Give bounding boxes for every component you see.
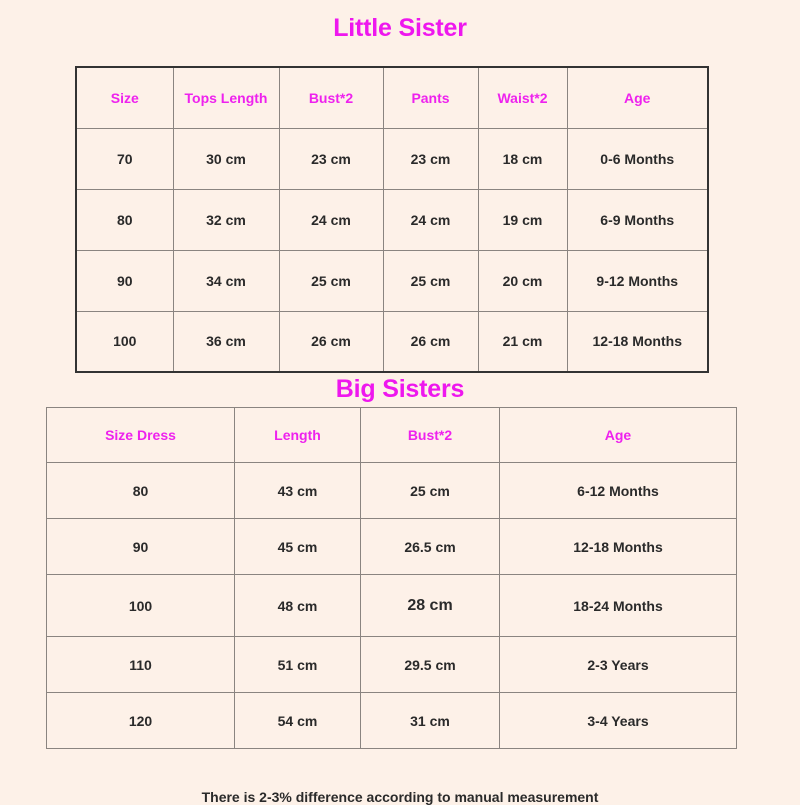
table-cell: 23 cm: [279, 128, 383, 189]
table-cell: 70: [76, 128, 173, 189]
header-cell: Length: [235, 408, 361, 463]
big-sisters-title: Big Sisters: [335, 375, 465, 403]
table-row: [47, 637, 737, 693]
table-cell: 26.5 cm: [361, 519, 500, 575]
table-cell: 110: [47, 637, 235, 693]
table-cell: 21 cm: [478, 311, 567, 372]
table-cell: 24 cm: [279, 189, 383, 250]
header-cell: Bust*2: [279, 67, 383, 128]
table-row: [47, 519, 737, 575]
table-cell: 100: [47, 575, 235, 637]
header-cell: Bust*2: [361, 408, 500, 463]
table-row: [76, 189, 708, 250]
table-cell: 18-24 Months: [500, 575, 737, 637]
table-cell: 29.5 cm: [361, 637, 500, 693]
table-row: [47, 575, 737, 637]
table-cell: 80: [47, 463, 235, 519]
table-cell: 12-18 Months: [567, 311, 708, 372]
table-cell: 6-12 Months: [500, 463, 737, 519]
table-row: [76, 250, 708, 311]
table-cell: 23 cm: [383, 128, 478, 189]
table-cell: 24 cm: [383, 189, 478, 250]
table-cell: 32 cm: [173, 189, 279, 250]
little-sister-size-table: [75, 66, 709, 373]
table-header-row: [76, 67, 708, 128]
table-cell: 0-6 Months: [567, 128, 708, 189]
table-cell: 28 cm: [361, 575, 500, 637]
table-cell: 54 cm: [235, 693, 361, 749]
table-cell: 18 cm: [478, 128, 567, 189]
table-cell: 26 cm: [279, 311, 383, 372]
table-row: [47, 463, 737, 519]
table-cell: 48 cm: [235, 575, 361, 637]
big-sisters-size-table: [46, 407, 737, 749]
table-cell: 25 cm: [361, 463, 500, 519]
table-cell: 80: [76, 189, 173, 250]
header-cell: Tops Length: [173, 67, 279, 128]
header-cell: Size Dress: [47, 408, 235, 463]
table-row: [47, 693, 737, 749]
header-cell: Age: [500, 408, 737, 463]
header-cell: Pants: [383, 67, 478, 128]
table-cell: 20 cm: [478, 250, 567, 311]
table-row: [76, 311, 708, 372]
header-cell: Waist*2: [478, 67, 567, 128]
table-cell: 9-12 Months: [567, 250, 708, 311]
table-cell: 2-3 Years: [500, 637, 737, 693]
table-cell: 19 cm: [478, 189, 567, 250]
table-cell: 45 cm: [235, 519, 361, 575]
table-cell: 120: [47, 693, 235, 749]
table-cell: 34 cm: [173, 250, 279, 311]
table-cell: 43 cm: [235, 463, 361, 519]
header-cell: Age: [567, 67, 708, 128]
table-cell: 30 cm: [173, 128, 279, 189]
table-cell: 31 cm: [361, 693, 500, 749]
table-cell: 25 cm: [383, 250, 478, 311]
header-cell: Size: [76, 67, 173, 128]
table-cell: 100: [76, 311, 173, 372]
table-cell: 12-18 Months: [500, 519, 737, 575]
table-cell: 36 cm: [173, 311, 279, 372]
table-cell: 25 cm: [279, 250, 383, 311]
table-row: [76, 128, 708, 189]
table-cell: 3-4 Years: [500, 693, 737, 749]
table-cell: 51 cm: [235, 637, 361, 693]
table-cell: 26 cm: [383, 311, 478, 372]
measurement-note: There is 2-3% difference according to manual measurement: [201, 789, 599, 805]
table-cell: 6-9 Months: [567, 189, 708, 250]
table-cell: 90: [47, 519, 235, 575]
table-cell: 90: [76, 250, 173, 311]
table-header-row: [47, 408, 737, 463]
little-sister-title: Little Sister: [333, 14, 467, 42]
